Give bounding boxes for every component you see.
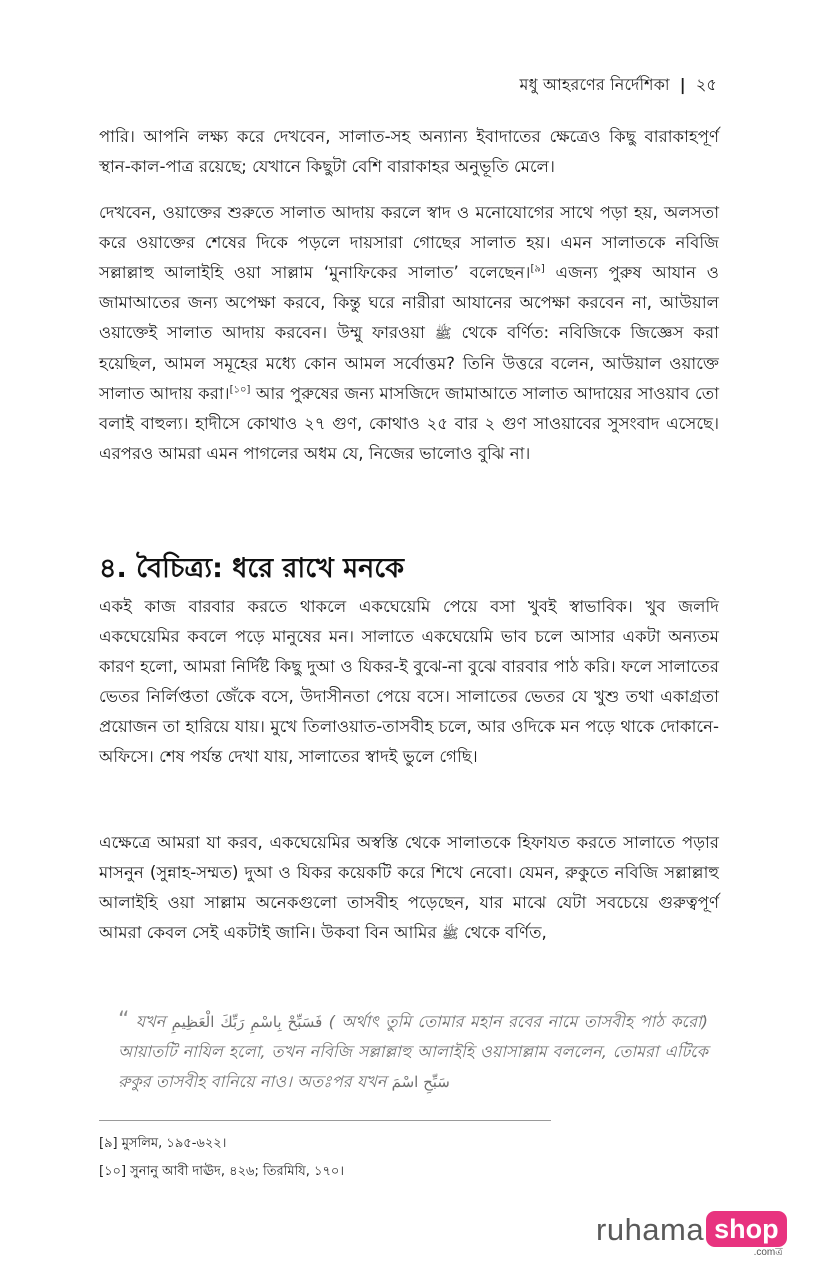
honorific-symbol: ﷺ — [434, 326, 452, 342]
quote-text: যখন — [129, 1012, 172, 1031]
footnote-9: [৯] মুসলিম, ১৯৫-৬২২। — [99, 1136, 227, 1151]
paragraph-3 — [99, 592, 719, 772]
logo-domain-text: .comত্র — [753, 1247, 783, 1258]
paragraph-text: এজন্য পুরুষ আযান ও জামাআতের জন্য অপেক্ষা করবে, কিন্তু ঘরে নারীরা আযানের অপেক্ষা করবেন না, আউয়াল ওয়াক্তেই সালাত আদায় করবেন। উম্মু ফারওয়া — [99, 263, 719, 342]
logo-brand-text: ruhama — [596, 1212, 705, 1247]
arabic-verse: سَبِّحِ اسْمَ — [391, 1073, 450, 1091]
quote-text: ( অর্থাৎ তুমি তোমার মহান রবের নামে তাসবীহ পাঠ করো) আয়াতটি নাযিল হলো, তখন নবিজি সল্লাল্লাহু আলাইহি ওয়াসাল্লাম বললেন, তোমরা এটিকে রুকুর তাসবীহ বানিয়ে নাও। অতঃপর যখন — [118, 1012, 708, 1091]
section-heading: ৪. বৈচিত্র্য: ধরে রাখে মনকে — [99, 553, 405, 584]
paragraph-text: দেখবেন, ওয়াক্তের শুরুতে সালাত আদায় করলে স্বাদ ও মনোযোগের সাথে পড়া হয়, অলসতা করে ওয়াক্তের শেষের দিকে পড়লে দায়সারা গোছের সালাত হয়। এমন সালাতকে নবিজি সল্লাল্লাহু আলাইহি ওয়া সাল্লাম ‘মুনাফিকের সালাত’ বলেছেন। — [99, 203, 719, 282]
paragraph-text: পারি। আপনি লক্ষ্য করে দেখবেন, সালাত-সহ অন্যান্য ইবাদাতের ক্ষেত্রেও কিছু বারাকাহপূর্ণ স্থান-কাল-পাত্র রয়েছে; যেখানে কিছুটা বেশি বারাকাহর অনুভূতি মেলে। — [99, 127, 719, 176]
paragraph-text: একই কাজ বারবার করতে থাকলে একঘেয়েমি পেয়ে বসা খুবই স্বাভাবিক। খুব জলদি একঘেয়েমির কবলে পড়ে মানুষের মন। সালাতে একঘেয়েমি ভাব চলে আসার একটা অন্যতম কারণ হলো, আমরা নির্দিষ্ট কিছু দুআ ও যিকর-ই বুঝে-না বুঝে বারবার পাঠ করি। ফলে সালাতের ভেতর নির্লিপ্ততা জেঁকে বসে, উদাসীনতা পেয়ে বসে। সালাতের ভেতর যে খুশু তথা একাগ্রতা প্রয়োজন তা হারিয়ে যায়। মুখে তিলাওয়াত-তাসবীহ চলে, আর ওদিকে মন পড়ে থাকে দোকানে-অফিসে। শেষ পর্যন্ত দেখা যায়, সালাতের স্বাদই ভুলে গেছি। — [99, 597, 719, 766]
arabic-verse: فَسَبِّحْ بِاسْمِ رَبِّكَ الْعَظِيمِ — [171, 1013, 323, 1031]
book-title: মধু আহরণের নির্দেশিকা — [519, 75, 670, 94]
header-separator: | — [679, 75, 686, 94]
ruhamashop-logo — [596, 1211, 787, 1259]
page-number: ২৫ — [695, 75, 717, 94]
footnote-ref-10[interactable]: [১০] — [229, 384, 251, 396]
hadith-quote — [118, 1006, 708, 1097]
paragraph-text: থেকে বর্ণিত, — [458, 923, 547, 942]
quote-mark: “ — [118, 1008, 130, 1033]
paragraph-2 — [99, 198, 719, 469]
honorific-symbol: ﷺ — [441, 926, 459, 942]
paragraph-text: থেকে বর্ণিত: নবিজিকে জিজ্ঞেস করা হয়েছিল, আমল সমূহের মধ্যে কোন আমল সর্বোত্তম? তিনি উত্তরে বলেন, আউয়াল ওয়াক্তে সালাত আদায় করা। — [99, 323, 719, 403]
logo-shop-badge: shop — [706, 1211, 787, 1247]
footnote-10: [১০] সুনানু আবী দাঊদ, ৪২৬; তিরমিযি, ১৭০। — [99, 1164, 345, 1179]
paragraph-text: এক্ষেত্রে আমরা যা করব, একঘেয়েমির অস্বস্তি থেকে সালাতকে হিফাযত করতে সালাতে পড়ার মাসনুন (সুন্নাহ-সম্মত) দুআ ও যিকর কয়েকটি করে শিখে নেবো। যেমন, রুকুতে নবিজি সল্লাল্লাহু আলাইহি ওয়া সাল্লাম অনেকগুলো তাসবীহ পড়েছেন, যার মাঝে যেটা সবচেয়ে গুরুত্বপূর্ণ আমরা কেবল সেই একটাই জানি। উকবা বিন আমির — [99, 833, 719, 942]
footnote-ref-9[interactable]: [৯] — [530, 263, 545, 275]
footnote-divider — [99, 1120, 551, 1121]
running-header — [520, 72, 717, 99]
paragraph-4 — [99, 828, 719, 949]
paragraph-1 — [99, 122, 719, 182]
paragraph-text: আর পুরুষের জন্য মাসজিদে জামাআতে সালাত আদায়ের সাওয়াব তো বলাই বাহুল্য। হাদীসে কোথাও ২৭ গুণ, কোথাও ২৫ বার ২ গুণ সাওয়াবের সুসংবাদ এসেছে। এরপরও আমরা এমন পাগলের অধম যে, নিজের ভালোও বুঝি না। — [99, 384, 720, 463]
